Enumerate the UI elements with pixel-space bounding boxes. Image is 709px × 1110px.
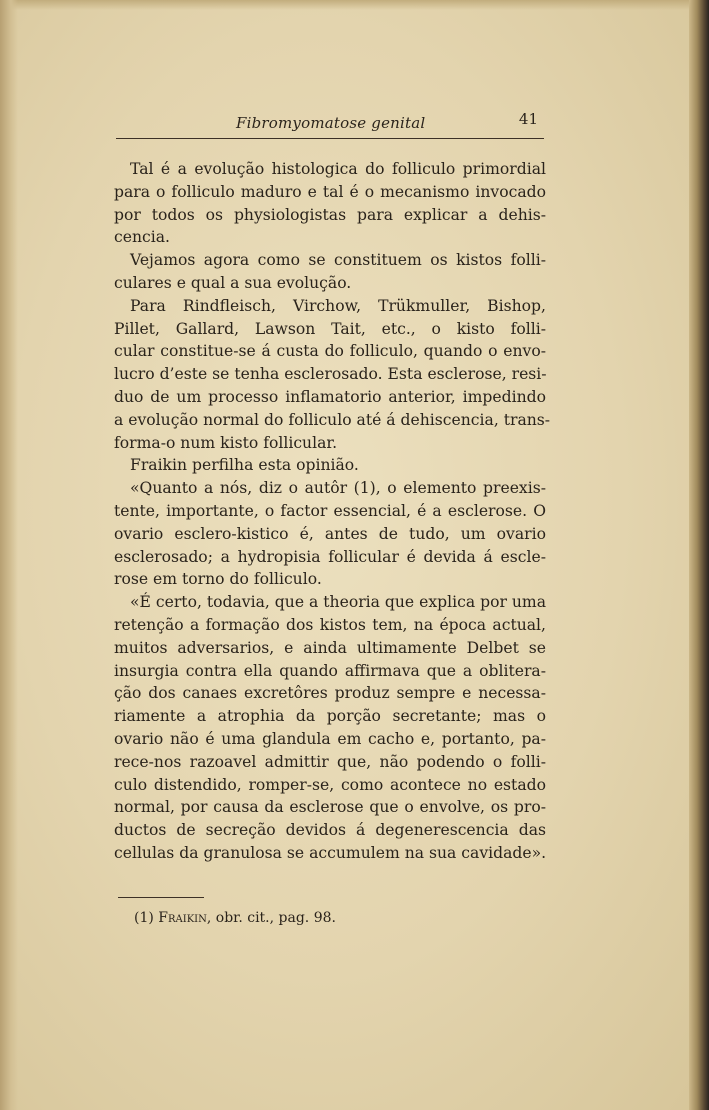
text-line: rece-nos razoavel admittir que, não podendo o folli- [114, 752, 546, 771]
text-line: rose em torno do folliculo. [114, 570, 322, 589]
text-line: por todos os physiologistas para explicar a dehis- [114, 205, 546, 224]
text-line: Fraikin perfilha esta opinião. [130, 456, 359, 475]
text-line: ção dos canaes excretôres produz sempre e necessa- [114, 684, 546, 703]
text-line: para o folliculo maduro e tal é o mecanismo invocado [114, 182, 546, 201]
text-line: tente, importante, o factor essencial, é a esclerose. O [114, 501, 546, 520]
page-left-edge [0, 0, 18, 1110]
running-title: Fibromyomatose genital [236, 114, 426, 132]
text-line: culares e qual a sua evolução. [114, 273, 352, 292]
text-line: Vejamos agora como se constituem os kistos folli- [130, 251, 546, 270]
footnote [134, 910, 336, 926]
text-line: «Quanto a nós, diz o autôr (1), o elemento preexis- [130, 479, 546, 498]
text-line: retenção a formação dos kistos tem, na época actual, [114, 615, 546, 634]
text-line: forma-o num kisto follicular. [114, 433, 338, 452]
text-line: a evolução normal do folliculo até á dehiscencia, trans- [114, 410, 551, 429]
text-line: «É certo, todavia, que a theoria que explica por uma [130, 593, 546, 612]
text-line: cular constitue-se á custa do folliculo, quando o envo- [114, 342, 546, 361]
page-number: 41 [518, 110, 538, 128]
text-line: cencia. [114, 228, 170, 247]
text-line: Pillet, Gallard, Lawson Tait, etc., o kisto folli- [114, 319, 546, 338]
page-top-shadow [0, 0, 709, 10]
text-line: cellulas da granulosa se accumulem na sua cavidade». [114, 843, 547, 862]
footnote-author: Fraikin [158, 910, 207, 926]
text-line: esclerosado; a hydropisia follicular é devida á escle- [114, 547, 546, 566]
text-line: ovario não é uma glandula em cacho e, portanto, pa- [114, 729, 546, 748]
text-line: Tal é a evolução histologica do folliculo primordial [130, 160, 546, 178]
text-line: ovario esclero-kistico é, antes de tudo, um ovario [114, 524, 546, 543]
footnote-reference: , obr. cit., pag. 98. [206, 910, 336, 926]
text-line: lucro d’este se tenha esclerosado. Esta esclerose, resi- [114, 365, 547, 384]
text-line: normal, por causa da esclerose que o envolve, os pro- [114, 798, 546, 817]
footnote-marker: (1) [134, 910, 154, 926]
body-text [114, 158, 551, 865]
text-line: insurgia contra ella quando affirmava que a oblitera- [114, 661, 546, 680]
page-right-edge [689, 0, 709, 1110]
text-line: Para Rindfleisch, Virchow, Trükmuller, Bishop, [130, 296, 546, 315]
text-line: duo de um processo inflamatorio anterior, impedindo [114, 387, 546, 406]
text-line: riamente a atrophia da porção secretante; mas o [114, 707, 546, 726]
text-line: muitos adversarios, e ainda ultimamente Delbet se [114, 638, 546, 657]
running-header [116, 108, 544, 139]
text-line: ductos de secreção devidos á degenerescencia das [114, 821, 546, 840]
text-line: culo distendido, romper-se, como acontece no estado [114, 775, 546, 794]
footnote-rule [118, 897, 204, 898]
